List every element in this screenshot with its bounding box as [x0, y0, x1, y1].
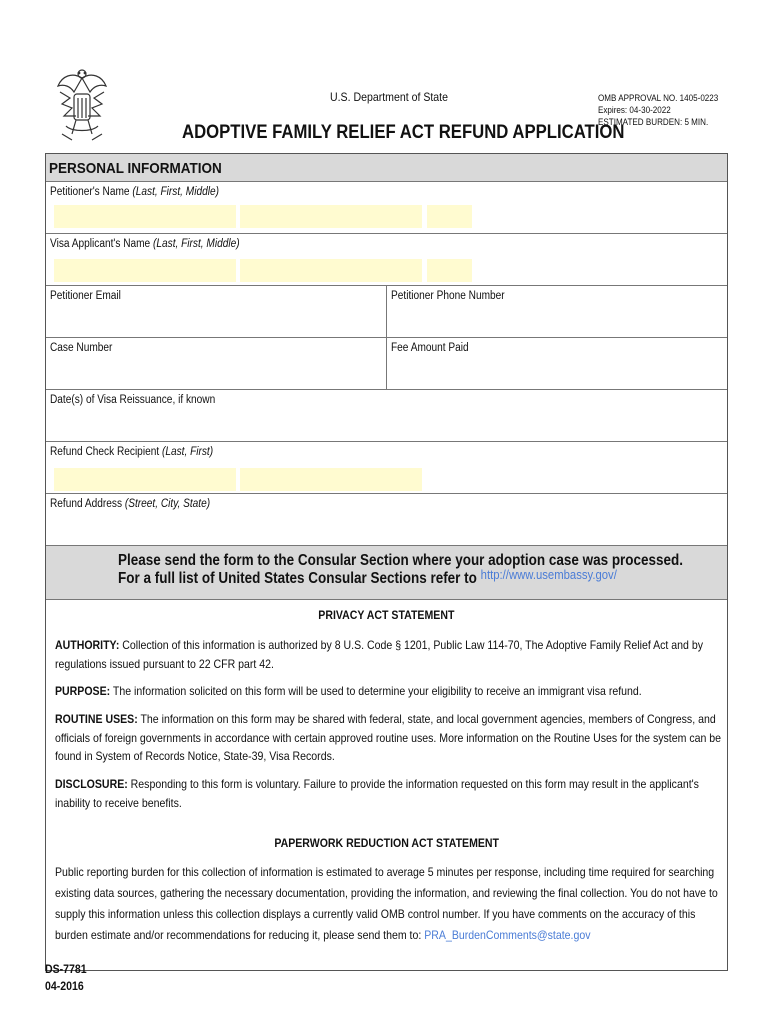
case-number-input[interactable] [46, 338, 387, 389]
refund-address-input[interactable] [46, 494, 727, 546]
refund-recipient-last-name-input[interactable] [54, 468, 236, 491]
routine-uses-paragraph: ROUTINE USES: The information on this form may be shared with federal, state, and local government agencies, members of Congress, and officials of foreign governments in accordance with certain approved routine uses. More information on the Routine Uses for the system can be found in System of Records Notice, State-39, Visa Records. [55, 712, 722, 763]
fee-amount-label: Fee Amount Paid [391, 342, 469, 354]
paperwork-paragraph: Public reporting burden for this collection of information is estimated to average 5 minutes per response, including time required for searching existing data sources, gathering the necessary documentation, providing the information, and reviewing the final collection. You do not have to supply this information unless this collection displays a currently valid OMB control number. If you have comments on the accuracy of this burden estimate and/or recommendations for reducing it, please send them to: PRA_BurdenComments@state.gov [55, 865, 718, 942]
form-number: DS-7781 [45, 962, 87, 976]
petitioner-email-label: Petitioner Email [50, 290, 121, 302]
disclosure-paragraph: DISCLOSURE: Responding to this form is voluntary. Failure to provide the information requested on this form may result in the applicant's inability to receive benefits. [55, 777, 699, 810]
section-title: PERSONAL INFORMATION [49, 160, 222, 177]
visa-applicant-name-row [46, 234, 727, 286]
case-fee-row [46, 338, 727, 390]
personal-information-header [46, 154, 727, 182]
form-revision-date: 04-2016 [45, 979, 84, 993]
visa-applicant-last-name-input[interactable] [54, 259, 236, 282]
omb-expiration: Expires: 04-30-2022 [598, 105, 671, 116]
case-number-label: Case Number [50, 342, 113, 354]
petitioner-first-name-input[interactable] [240, 205, 422, 228]
usembassy-link[interactable]: http://www.usembassy.gov/ [480, 567, 617, 582]
visa-applicant-name-label: Visa Applicant's Name (Last, First, Middle) [50, 238, 240, 250]
refund-recipient-label: Refund Check Recipient (Last, First) [50, 446, 214, 458]
omb-approval-number: OMB APPROVAL NO. 1405-0223 [598, 93, 719, 104]
department-seal-icon [52, 68, 112, 144]
petitioner-phone-label: Petitioner Phone Number [391, 290, 505, 302]
petitioner-phone-input[interactable] [387, 286, 727, 337]
refund-recipient-row [46, 442, 727, 494]
fee-amount-input[interactable] [387, 338, 727, 389]
visa-applicant-first-name-input[interactable] [240, 259, 422, 282]
petitioner-last-name-input[interactable] [54, 205, 236, 228]
purpose-paragraph: PURPOSE: The information solicited on this form will be used to determine your eligibility to receive an immigrant visa refund. [55, 684, 642, 698]
consular-notice [46, 546, 727, 600]
privacy-act-heading: PRIVACY ACT STATEMENT [318, 608, 455, 622]
petitioner-name-label: Petitioner's Name (Last, First, Middle) [50, 186, 219, 198]
paperwork-reduction-heading: PAPERWORK REDUCTION ACT STATEMENT [274, 836, 499, 850]
contact-row [46, 286, 727, 338]
form-number-block [45, 961, 87, 995]
visa-applicant-middle-name-input[interactable] [427, 259, 472, 282]
visa-reissuance-dates-label: Date(s) of Visa Reissuance, if known [50, 394, 216, 406]
petitioner-name-row [46, 182, 727, 234]
form-title: ADOPTIVE FAMILY RELIEF ACT REFUND APPLICATION [182, 122, 625, 143]
notice-line-2: For a full list of United States Consular Sections refer to $^{http://www.usembassy.gov/}$ [118, 567, 617, 587]
refund-address-label: Refund Address (Street, City, State) [50, 498, 211, 510]
application-form [45, 153, 728, 971]
omb-burden: ESTIMATED BURDEN: 5 MIN. [598, 117, 709, 128]
petitioner-email-input[interactable] [46, 286, 387, 337]
refund-recipient-first-name-input[interactable] [240, 468, 422, 491]
petitioner-middle-name-input[interactable] [427, 205, 472, 228]
authority-paragraph: AUTHORITY: Collection of this information is authorized by 8 U.S. Code § 1201, Public Law 114-70, The Adoptive Family Relief Act and by regulations issued pursuant to 22 CFR part 42. [55, 638, 704, 671]
department-name: U.S. Department of State [330, 90, 448, 104]
visa-reissuance-dates-input[interactable] [46, 390, 727, 442]
burden-comments-email-link[interactable]: PRA_BurdenComments@state.gov [424, 928, 591, 942]
statements-section [46, 600, 727, 970]
notice-line-1: Please send the form to the Consular Section where your adoption case was processed. [118, 552, 684, 569]
